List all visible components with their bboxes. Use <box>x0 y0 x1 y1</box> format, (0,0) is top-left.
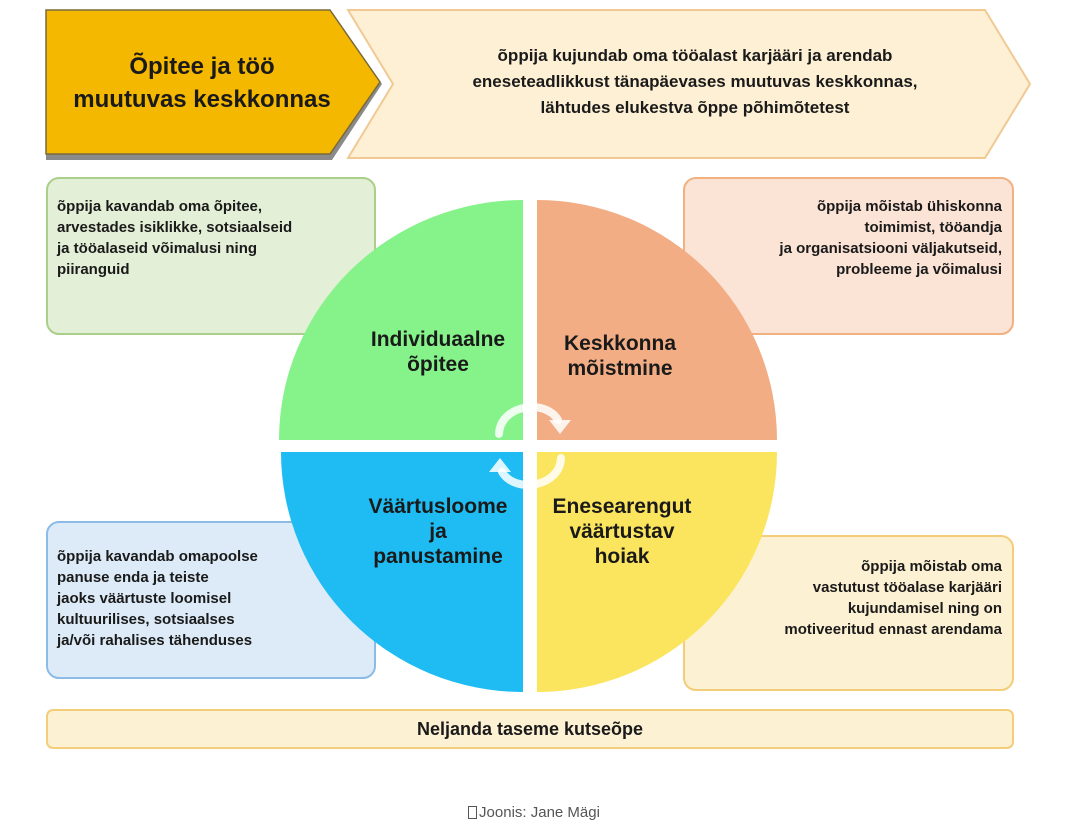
top-right-box-line-1: õppija mõistab ühiskonna <box>816 198 1002 215</box>
header-arrow-title-line-2: muutuvas keskkonnas <box>73 86 331 113</box>
quadrant-bottom-right-label-line-2: väärtustav <box>569 520 675 543</box>
bottom-left-box-line-4: kultuurilises, sotsiaalses <box>57 611 235 628</box>
bottom-right-box-line-3: kujundamisel ning on <box>847 600 1002 617</box>
top-left-box-line-1: õppija kavandab oma õpitee, <box>57 198 263 215</box>
figure-caption <box>0 804 1068 821</box>
quadrant-bottom-left-label-line-3: panustamine <box>373 545 503 568</box>
bottom-left-box-line-1: õppija kavandab omapoolse <box>57 548 258 565</box>
header-arrow-title <box>52 50 352 116</box>
header-arrow-title-line-1: Õpitee ja töö <box>129 53 275 80</box>
top-left-box-line-4: piiranguid <box>57 261 130 278</box>
top-left-box-line-2: arvestades isiklikke, sotsiaalseid <box>57 219 293 236</box>
quadrant-top-right-label <box>530 331 710 381</box>
bottom-right-box-text <box>770 556 1002 640</box>
bottom-right-box-line-1: õppija mõistab oma <box>861 558 1002 575</box>
top-right-box-line-4: probleeme ja võimalusi <box>836 261 1002 278</box>
top-right-box-text <box>700 196 1002 280</box>
bottom-right-box-line-4: motiveeritud ennast arendama <box>784 621 1002 638</box>
quadrant-bottom-right-label <box>532 494 712 569</box>
footer-bar-label: Neljanda taseme kutseõpe <box>416 719 644 739</box>
header-description-line-3: lähtudes elukestva õppe põhimõtetest <box>540 98 850 117</box>
quadrant-bottom-left-label <box>348 494 528 569</box>
bottom-left-box-line-5: ja/või rahalises tähenduses <box>57 632 253 649</box>
header-description-line-1: õppija kujundab oma tööalast karjääri ja arendab <box>497 46 893 65</box>
bottom-right-box-line-2: vastutust tööalase karjääri <box>812 579 1002 596</box>
quadrant-bottom-right-label-line-3: hoiak <box>594 545 650 568</box>
header-description-line-2: eneseteadlikkust tänapäevases muutuvas keskkonnas, <box>472 72 918 91</box>
quadrant-top-left-label-line-2: õpitee <box>407 353 469 376</box>
missing-glyph-icon <box>468 806 477 819</box>
quadrant-top-right-label-line-1: Keskkonna <box>563 332 677 355</box>
bottom-left-box-text <box>57 546 287 651</box>
top-right-box-line-2: toimimist, tööandja <box>864 219 1002 236</box>
quadrant-bottom-right-label-line-1: Enesearengut <box>552 495 692 518</box>
quadrant-bottom-left-label-line-2: ja <box>429 520 447 543</box>
top-right-box-line-3: ja organisatsiooni väljakutseid, <box>779 240 1002 257</box>
quadrant-bottom-left-label-line-1: Väärtusloome <box>368 495 508 518</box>
bottom-left-box-line-3: jaoks väärtuste loomisel <box>57 590 232 607</box>
cycle-arrows-icon <box>489 407 571 485</box>
quadrant-top-left-label-line-1: Individuaalne <box>370 328 506 351</box>
top-left-box-line-3: ja tööalaseid võimalusi ning <box>57 240 258 257</box>
bottom-left-box-line-2: panuse enda ja teiste <box>57 569 209 586</box>
quadrant-top-left-label <box>348 327 528 377</box>
top-left-box-text <box>57 196 357 280</box>
quadrant-top-right-label-line-2: mõistmine <box>567 357 673 380</box>
figure-caption-text: Joonis: Jane Mägi <box>479 804 600 821</box>
header-description <box>400 43 990 121</box>
